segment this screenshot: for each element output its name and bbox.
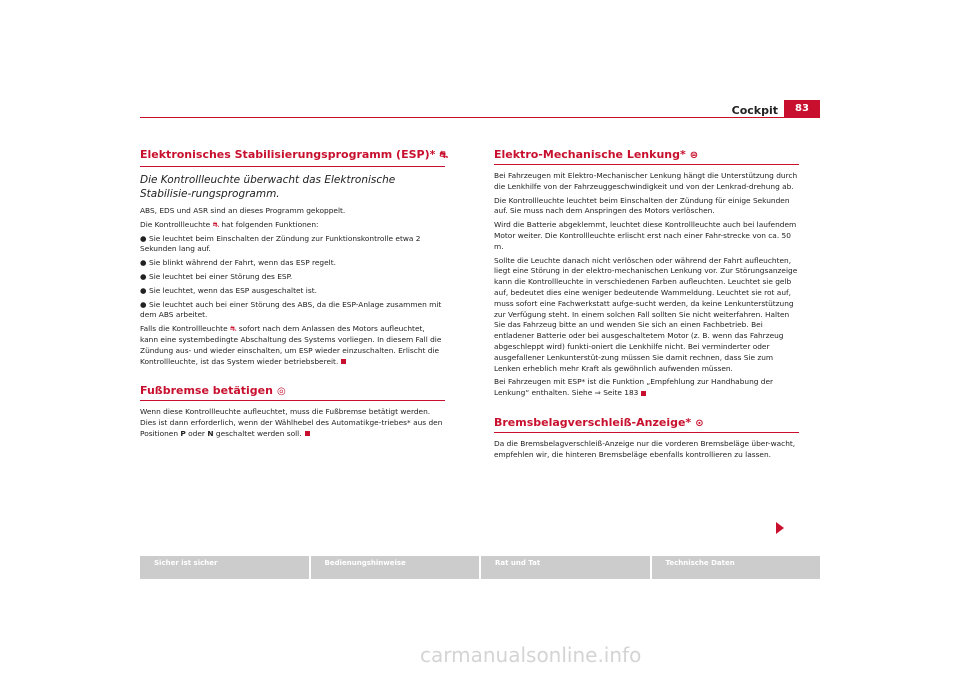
pads-para: Da die Bremsbelagverschleiß-Anzeige nur die vorderen Bremsbeläge über-wacht, empfehlen wir, die hinteren Bremsbeläge ebenfalls kontrollieren zu lassen. bbox=[494, 438, 796, 459]
pads-heading bbox=[494, 416, 799, 433]
esp-para-1: ABS, EDS und ASR sind an dieses Programm gekoppelt. bbox=[140, 206, 346, 215]
steering-para: Bei Fahrzeugen mit Elektro-Mechanischer Lenkung hängt die Unterstützung durch die Lenkhilfe von der Fahrzeuggeschwindigkeit und von der Lenkrad-drehung ab. bbox=[494, 171, 798, 191]
esp-para-3 bbox=[140, 324, 445, 367]
section-end-icon bbox=[341, 359, 346, 364]
chapter-title: Cockpit bbox=[731, 104, 778, 117]
brake-heading bbox=[140, 384, 445, 401]
footer-tab-safety[interactable]: Sicher ist sicher bbox=[140, 556, 309, 579]
esp-para-2a: Die Kontrollleuchte bbox=[140, 219, 211, 229]
steering-para: Wird die Batterie abgeklemmt, leuchtet diese Kontrollleuchte auch bei laufendem Motor weiter. Die Kontrollleuchte erlischt erst nach einer Fahr-strecke von ca. 50 m. bbox=[494, 220, 797, 251]
esp-subheading: Die Kontrollleuchte überwacht das Elektronische Stabilisie-rungsprogramm. bbox=[140, 174, 396, 200]
bullet-icon: ● bbox=[140, 285, 147, 295]
footer-tab-operation[interactable]: Bedienungshinweise bbox=[311, 556, 480, 579]
steering-para: Sollte die Leuchte danach nicht verlöschen oder während der Fahrt aufleuchten, liegt eine Störung in der elektro-mechanischen Lenkung vor. Zur Störungsanzeige kann die Kontrollleuchte in verschiedenen Farben aufleuchten. Leuchtet sie gelb auf, bedeutet dies eine weniger bedeutende Wammeldung. Leuchtet sie rot auf, muss sofort eine Fachwerkstatt aufge-sucht werden, da keine Lenkunterstützung zur Verfügung steht. In einem solchen Fall sollten Sie nicht weiterfahren. Halten Sie das Fahrzeug bitte an und wenden Sie sich an einen Fachbetrieb. Bei entladener Batterie oder bei ausgeschaltetem Motor (z. B. wenn das Fahrzeug abgeschleppt wird) funkti-oniert die Lenkhilfe nicht. Bei verminderter oder ausgefallener Lenkunterstüt-zung müssen Sie damit rechnen, dass Sie zum Lenken erheblich mehr Kraft als gewöhnlich aufwenden müssen. bbox=[494, 255, 798, 373]
footer-tab-technical[interactable]: Technische Daten bbox=[652, 556, 821, 579]
esp-bullet-text: Sie leuchtet bei einer Störung des ESP. bbox=[149, 271, 293, 281]
gear-n-label: N bbox=[207, 428, 214, 438]
steering-para: Die Kontrollleuchte leuchtet beim Einschalten der Zündung für einige Sekunden auf. Sie muss nach dem Anspringen des Motors verlöschen. bbox=[494, 195, 790, 216]
section-end-icon bbox=[305, 431, 310, 436]
right-column bbox=[494, 148, 799, 464]
footer-nav bbox=[140, 556, 820, 579]
steering-heading-text: Elektro-Mechanische Lenkung* bbox=[494, 148, 686, 161]
esp-bullet-text: Sie leuchtet auch bei einer Störung des ABS, da die ESP-Anlage zusammen mit dem ABS arbeitet. bbox=[140, 299, 442, 320]
arrow-icon: ⇒ bbox=[594, 388, 601, 398]
header-rule bbox=[140, 117, 820, 118]
brake-pad-icon: ⊙ bbox=[695, 417, 704, 429]
esp-warning-icon: ⛐ bbox=[439, 150, 448, 161]
esp-para-2b: hat folgenden Funktionen: bbox=[221, 219, 319, 229]
bullet-icon: ● bbox=[140, 233, 147, 243]
page-number: 83 bbox=[784, 100, 820, 118]
esp-warning-icon: ⛐ bbox=[229, 324, 237, 334]
brake-heading-text: Fußbremse betätigen bbox=[140, 384, 273, 398]
brake-para-b: oder bbox=[188, 428, 205, 438]
esp-para-2 bbox=[140, 220, 445, 231]
esp-bullet-text: Sie leuchtet beim Einschalten der Zündung zur Funktionskontrolle etwa 2 Sekunden lang auf. bbox=[140, 233, 421, 254]
steering-heading bbox=[494, 148, 799, 165]
bullet-icon: ● bbox=[140, 299, 147, 309]
brake-para-c: geschaltet werden soll. bbox=[215, 428, 302, 438]
esp-heading-text: Elektronisches Stabilisierungsprogramm (ESP)* bbox=[140, 148, 436, 161]
left-column bbox=[140, 148, 448, 443]
pads-heading-text: Bremsbelagverschleiß-Anzeige* bbox=[494, 415, 692, 429]
esp-bullet bbox=[140, 300, 445, 322]
watermark: carmanualsonline.info bbox=[420, 643, 642, 667]
next-page-arrow-icon[interactable] bbox=[776, 522, 784, 534]
esp-warning-icon: ⛐ bbox=[212, 219, 219, 229]
bullet-icon: ● bbox=[140, 258, 147, 268]
esp-bullet-text: Sie leuchtet, wenn das ESP ausgeschaltet ist. bbox=[149, 285, 317, 295]
page-ref-link[interactable]: Seite 183 bbox=[603, 388, 639, 398]
esp-bullet bbox=[140, 286, 445, 297]
esp-heading bbox=[140, 148, 448, 167]
brake-para bbox=[140, 407, 445, 439]
esp-para-3b: sofort nach dem Anlassen des Motors aufleuchtet, kann eine systembedingte Abschaltung des Systems vorliegen. In diesem Fall die Zündung aus- und wieder einschalten, um ESP wieder einzuschalten. Erlischt die Kontrollleuchte, ist das System wieder betriebsbereit. bbox=[140, 324, 442, 366]
section-end-icon bbox=[641, 391, 646, 396]
bullet-icon: ● bbox=[140, 271, 147, 281]
esp-bullet bbox=[140, 258, 445, 269]
steering-para-last bbox=[494, 377, 799, 399]
gear-p-label: P bbox=[180, 428, 186, 438]
brake-para-a: Wenn diese Kontrollleuchte aufleuchtet, muss die Fußbremse betätigt werden. Dies ist dann erforderlich, wenn der Wählhebel des Automatikge-triebes* aus den Positionen bbox=[140, 407, 443, 438]
steering-last-a: Bei Fahrzeugen mit ESP* ist die Funktion „Empfehlung zur Handhabung der Lenkung“ enthalten. Siehe bbox=[494, 377, 774, 398]
esp-bullet bbox=[140, 234, 445, 256]
brake-pedal-icon: ◎ bbox=[276, 386, 286, 398]
steering-icon: ⊜ bbox=[689, 150, 699, 161]
footer-tab-tips[interactable]: Rat und Tat bbox=[481, 556, 650, 579]
esp-para-3a: Falls die Kontrollleuchte bbox=[140, 324, 228, 334]
esp-bullet bbox=[140, 272, 445, 283]
esp-bullet-text: Sie blinkt während der Fahrt, wenn das ESP regelt. bbox=[149, 258, 336, 268]
